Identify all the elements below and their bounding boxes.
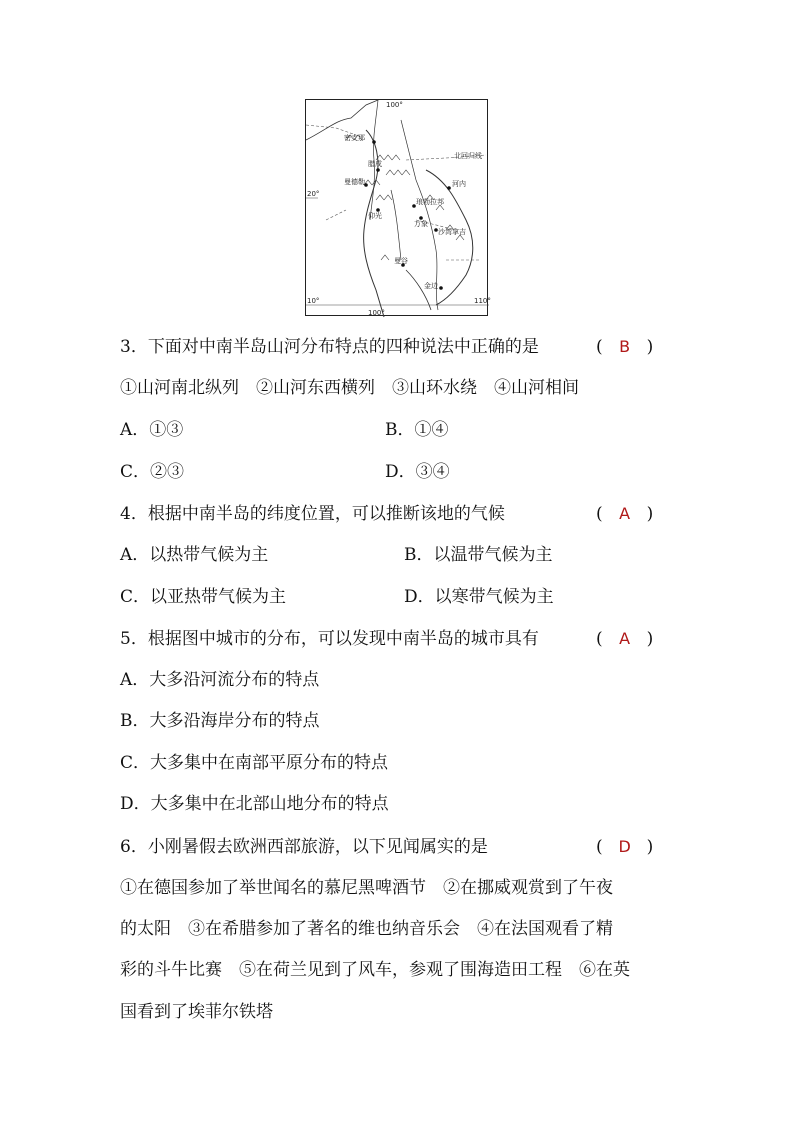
dashed-borders	[306, 125, 486, 260]
question-3-answer-bracket: ( B )	[596, 337, 654, 357]
question-4-answer-bracket: ( A )	[596, 504, 654, 524]
indochina-map	[305, 99, 491, 317]
city-label: 仰光	[368, 212, 382, 220]
question-4-answer: A	[619, 504, 631, 523]
question-6-text-line: 的太阳 ③在希腊参加了著名的维也纳音乐会 ④在法国观看了精	[120, 919, 613, 939]
question-5-option-d[interactable]: D．大多集中在北部山地分布的特点	[120, 794, 389, 814]
lon-label-top: 100°	[386, 101, 403, 109]
city-label: 沙湾拿吉	[438, 228, 466, 236]
question-5-answer: A	[619, 629, 631, 648]
question-5-option-a[interactable]: A．大多沿河流分布的特点	[120, 670, 320, 690]
city-label: 密支那	[344, 134, 365, 142]
city-label: 曼谷	[394, 257, 408, 265]
question-3-option-d[interactable]: D．③④	[385, 462, 450, 482]
question-4-option-c[interactable]: C．以亚热带气候为主	[120, 587, 287, 607]
question-6-text-line: 彩的斗牛比赛 ⑤在荷兰见到了风车，参观了围海造田工程 ⑥在英	[120, 960, 630, 980]
question-4-option-b[interactable]: B．以温带气候为主	[404, 545, 553, 565]
lon-label-bottom: 100°	[368, 309, 385, 317]
question-3-option-a[interactable]: A．①③	[120, 420, 184, 440]
lat-label-10: 10°	[307, 297, 320, 305]
question-6-text-line: ①在德国参加了举世闻名的慕尼黑啤酒节 ②在挪威观赏到了午夜	[120, 878, 613, 898]
question-5-answer-bracket: ( A )	[596, 629, 654, 649]
city-label: 曼德勒	[344, 178, 365, 186]
question-6-answer: D	[618, 837, 631, 856]
question-6-stem: 6．小刚暑假去欧洲西部旅游，以下见闻属实的是	[120, 837, 488, 857]
question-3-stem: 3．下面对中南半岛山河分布特点的四种说法中正确的是	[120, 337, 539, 357]
question-5-option-c[interactable]: C．大多集中在南部平原分布的特点	[120, 753, 389, 773]
city-label: 河内	[452, 180, 466, 188]
city-label: 琅勃拉邦	[416, 198, 444, 206]
question-5-stem: 5．根据图中城市的分布，可以发现中南半岛的城市具有	[120, 629, 539, 649]
question-4-option-a[interactable]: A．以热带气候为主	[120, 545, 269, 565]
question-3-option-b[interactable]: B．①④	[385, 420, 449, 440]
tropic-label: 北回归线	[454, 152, 482, 160]
city-label: 腊戌	[368, 160, 382, 168]
question-3-option-c[interactable]: C．②③	[120, 462, 185, 482]
lon-label-bottom-right: 110°	[474, 297, 491, 305]
question-3-statements: ①山河南北纵列 ②山河东西横列 ③山环水绕 ④山河相间	[120, 378, 579, 398]
question-6-answer-bracket: ( D )	[596, 837, 654, 857]
lat-label-20: 20°	[307, 190, 320, 198]
question-5-option-b[interactable]: B．大多沿海岸分布的特点	[120, 711, 320, 731]
city-label: 金边	[424, 282, 438, 290]
river-2	[391, 190, 401, 260]
question-4-option-d[interactable]: D．以寒带气候为主	[404, 587, 554, 607]
question-4-stem: 4．根据中南半岛的纬度位置，可以推断该地的气候	[120, 504, 505, 524]
gulf-line	[406, 270, 431, 310]
city-label: 万象	[414, 220, 428, 228]
question-3-answer: B	[619, 337, 631, 356]
map-drawing	[306, 100, 489, 317]
question-6-text-line: 国看到了埃菲尔铁塔	[120, 1002, 273, 1022]
border-line	[306, 100, 378, 140]
